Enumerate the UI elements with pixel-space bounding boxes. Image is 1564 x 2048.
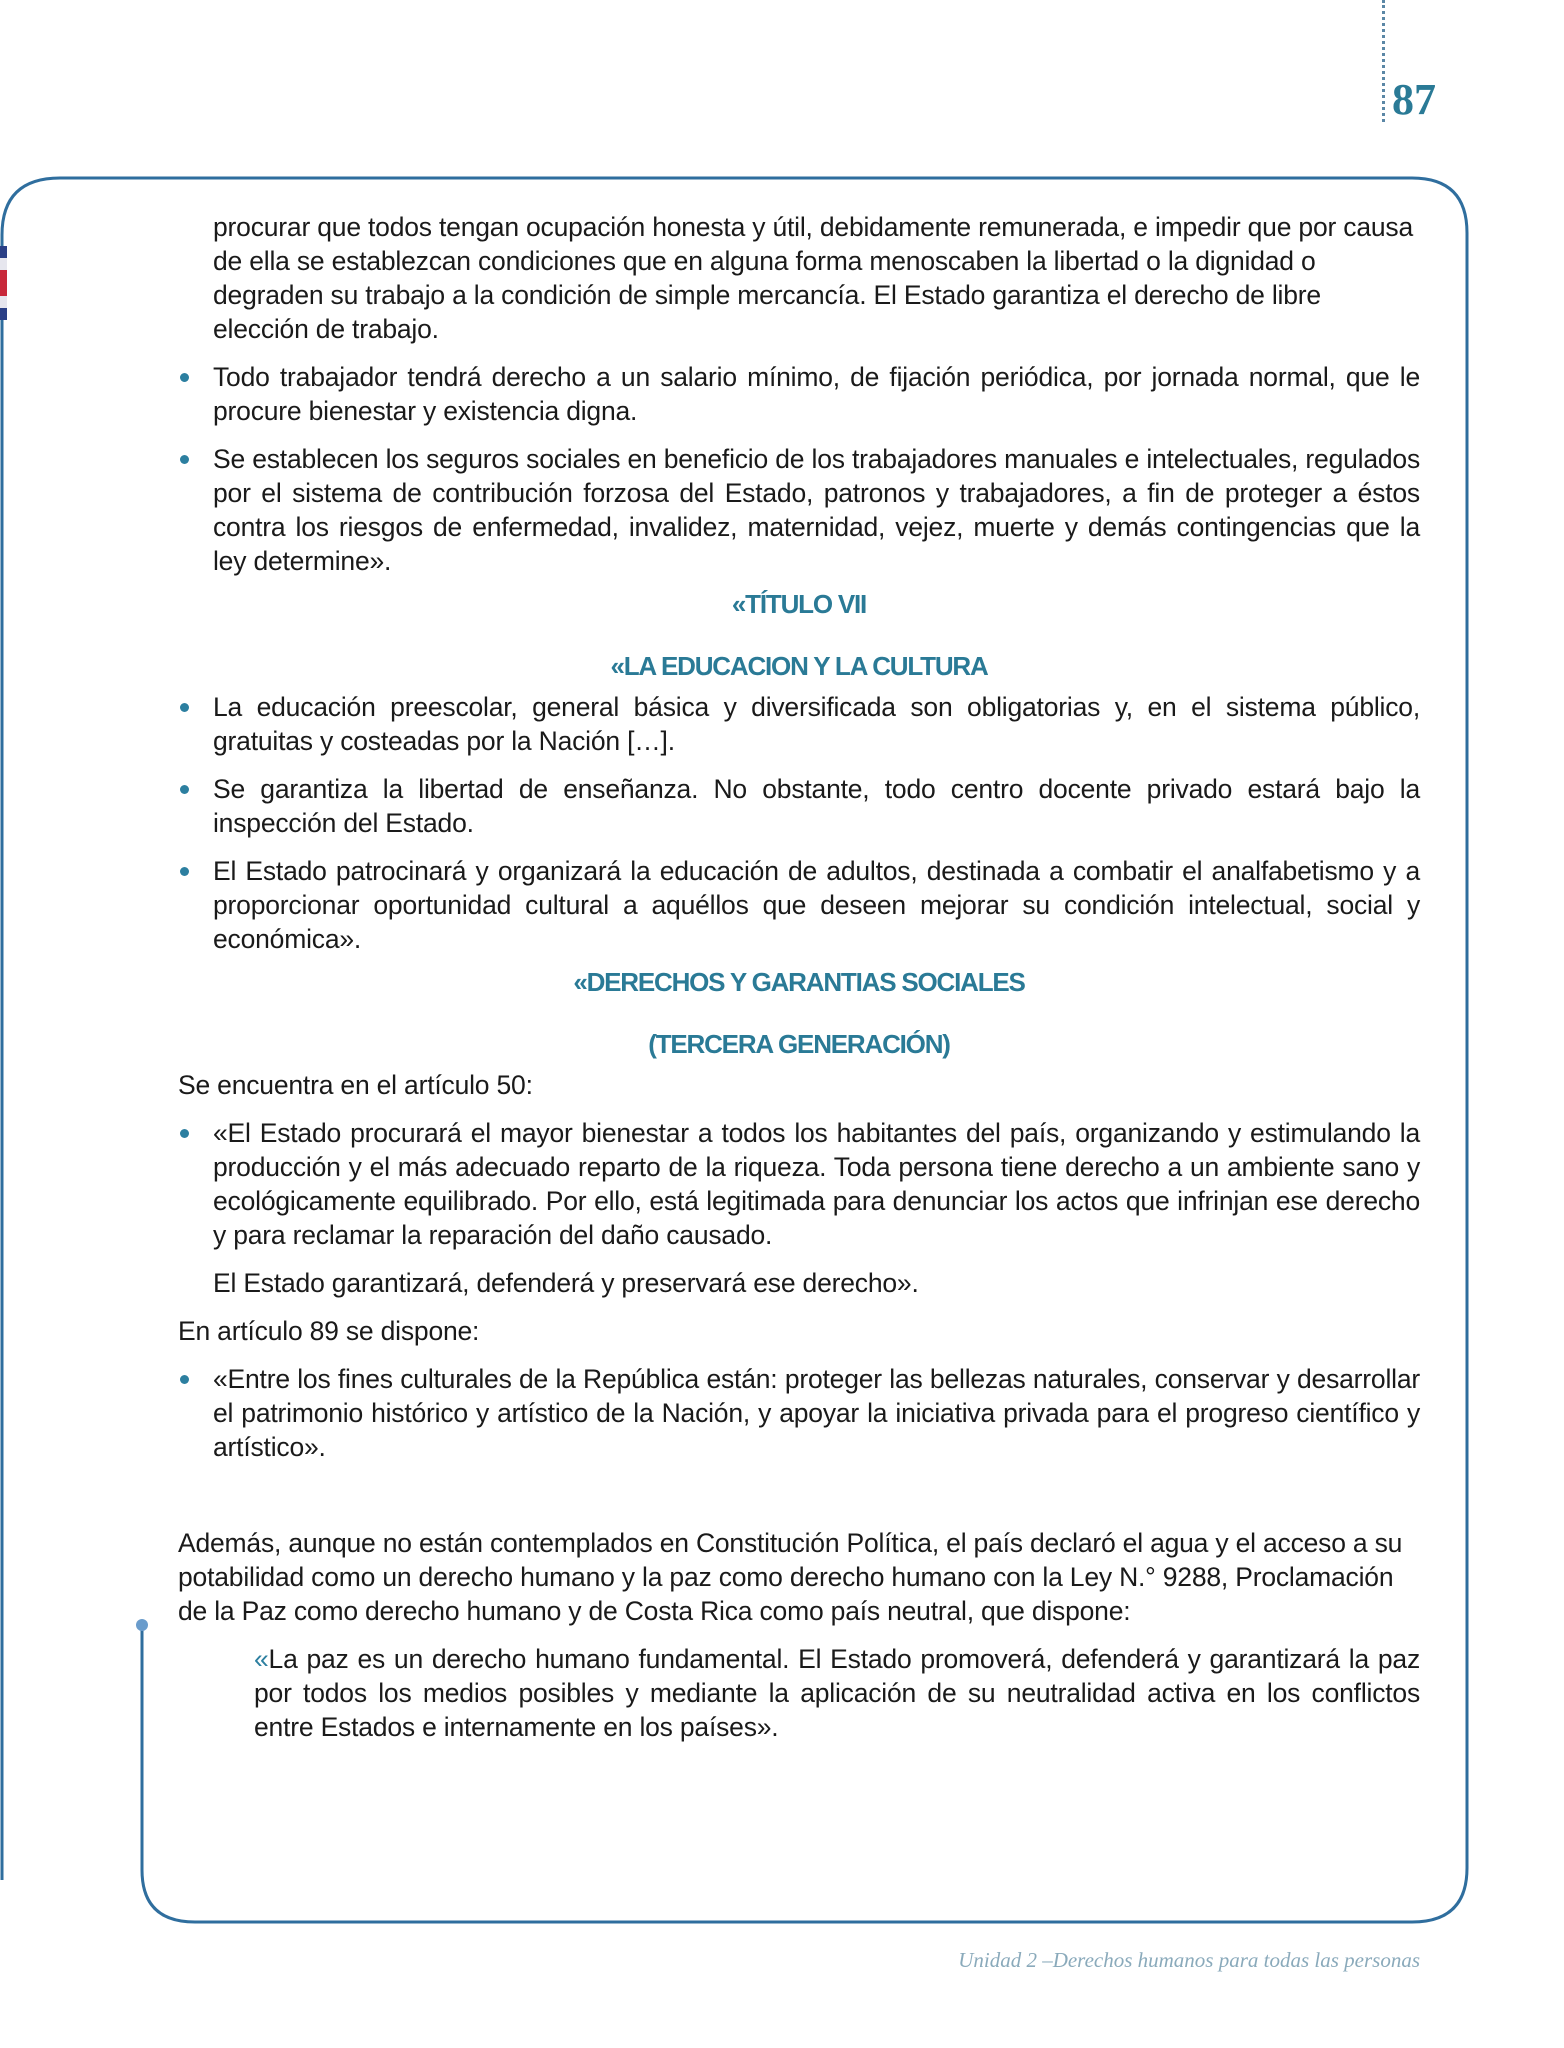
bullet-icon <box>180 785 189 794</box>
list-item: «Entre los fines culturales de la República están: proteger las bellezas naturales, conservar y desarrollar el patrimonio histórico y artístico de la Nación, y apoyar la iniciativa privada para el progreso científico y artístico». <box>178 1362 1420 1464</box>
page-number: 87 <box>1392 75 1436 124</box>
list-item: Se establecen los seguros sociales en beneficio de los trabajadores manuales e intelectuales, regulados por el sistema de contribución forzosa del Estado, patronos y trabajadores, a fin de proteger a éstos contra los riesgos de enfermedad, invalidez, maternidad, vejez, muerte y demás contingencias que la ley determine». <box>178 442 1420 578</box>
flag-stripes <box>0 246 7 332</box>
bullet-icon <box>180 867 189 876</box>
list-item: La educación preescolar, general básica y diversificada son obligatorias y, en el sistema público, gratuitas y costeadas por la Nación […]. <box>178 690 1420 758</box>
article-50-close: El Estado garantizará, defenderá y preservará ese derecho». <box>213 1268 919 1298</box>
bullet-icon <box>180 703 189 712</box>
quote-open-mark: « <box>254 1644 269 1674</box>
page-footer: Unidad 2 –Derechos humanos para todas las personas <box>958 1948 1420 1972</box>
frame-dot-marker <box>136 1619 148 1631</box>
article-50-intro: Se encuentra en el artículo 50: <box>178 1070 533 1100</box>
bullet-icon <box>180 455 189 464</box>
section-heading-social-rights: «DERECHOS Y GARANTIAS SOCIALES <box>573 967 1025 997</box>
list-item: Todo trabajador tendrá derecho a un salario mínimo, de fijación periódica, por jornada normal, que le procure bienestar y existencia digna. <box>178 360 1420 428</box>
list-item: El Estado patrocinará y organizará la educación de adultos, destinada a combatir el analfabetismo y a proporcionar oportunidad cultural a aquéllos que deseen mejorar su condición intelectual, social y económica». <box>178 854 1420 956</box>
bullet-icon <box>180 373 189 382</box>
intro-continuation: procurar que todos tengan ocupación honesta y útil, debidamente remunerada, e impedir que por causa de ella se establezcan condiciones que en alguna forma menoscaben la libertad o la dignidad o degraden su trabajo a la condición de simple mercancía. El Estado garantiza el derecho de libre elección de trabajo. <box>213 212 1413 344</box>
bullet-icon <box>180 1129 189 1138</box>
list-item: Se garantiza la libertad de enseñanza. No obstante, todo centro docente privado estará bajo la inspección del Estado. <box>178 772 1420 840</box>
section-heading-education: «LA EDUCACION Y LA CULTURA <box>610 651 988 681</box>
peace-law-quote: «La paz es un derecho humano fundamental. El Estado promoverá, defenderá y garantizará la paz por todos los medios posibles y mediante la aplicación de su neutralidad activa en los conflictos entre Estados e internamente en los países». <box>254 1644 1420 1742</box>
document-body <box>178 210 1420 1744</box>
section-heading-title-vii: «TÍTULO VII <box>731 589 867 619</box>
article-89-intro: En artículo 89 se dispone: <box>178 1316 480 1346</box>
page-number-divider <box>1382 0 1385 122</box>
section-heading-third-generation: (TERCERA GENERACIÓN) <box>648 1029 950 1059</box>
list-item: «El Estado procurará el mayor bienestar a todos los habitantes del país, organizando y estimulando la producción y el más adecuado reparto de la riqueza. Toda persona tiene derecho a un ambiente sano y ecológicamente equilibrado. Por ello, está legitimada para denunciar los actos que infrinjan ese derecho y para reclamar la reparación del daño causado. <box>178 1116 1420 1252</box>
bullet-icon <box>180 1375 189 1384</box>
closing-paragraph: Además, aunque no están contemplados en Constitución Política, el país declaró el agua y el acceso a su potabilidad como un derecho humano y la paz como derecho humano con la Ley N.° 9288, Proclamación de la Paz como derecho humano y de Costa Rica como país neutral, que dispone: <box>178 1528 1403 1626</box>
